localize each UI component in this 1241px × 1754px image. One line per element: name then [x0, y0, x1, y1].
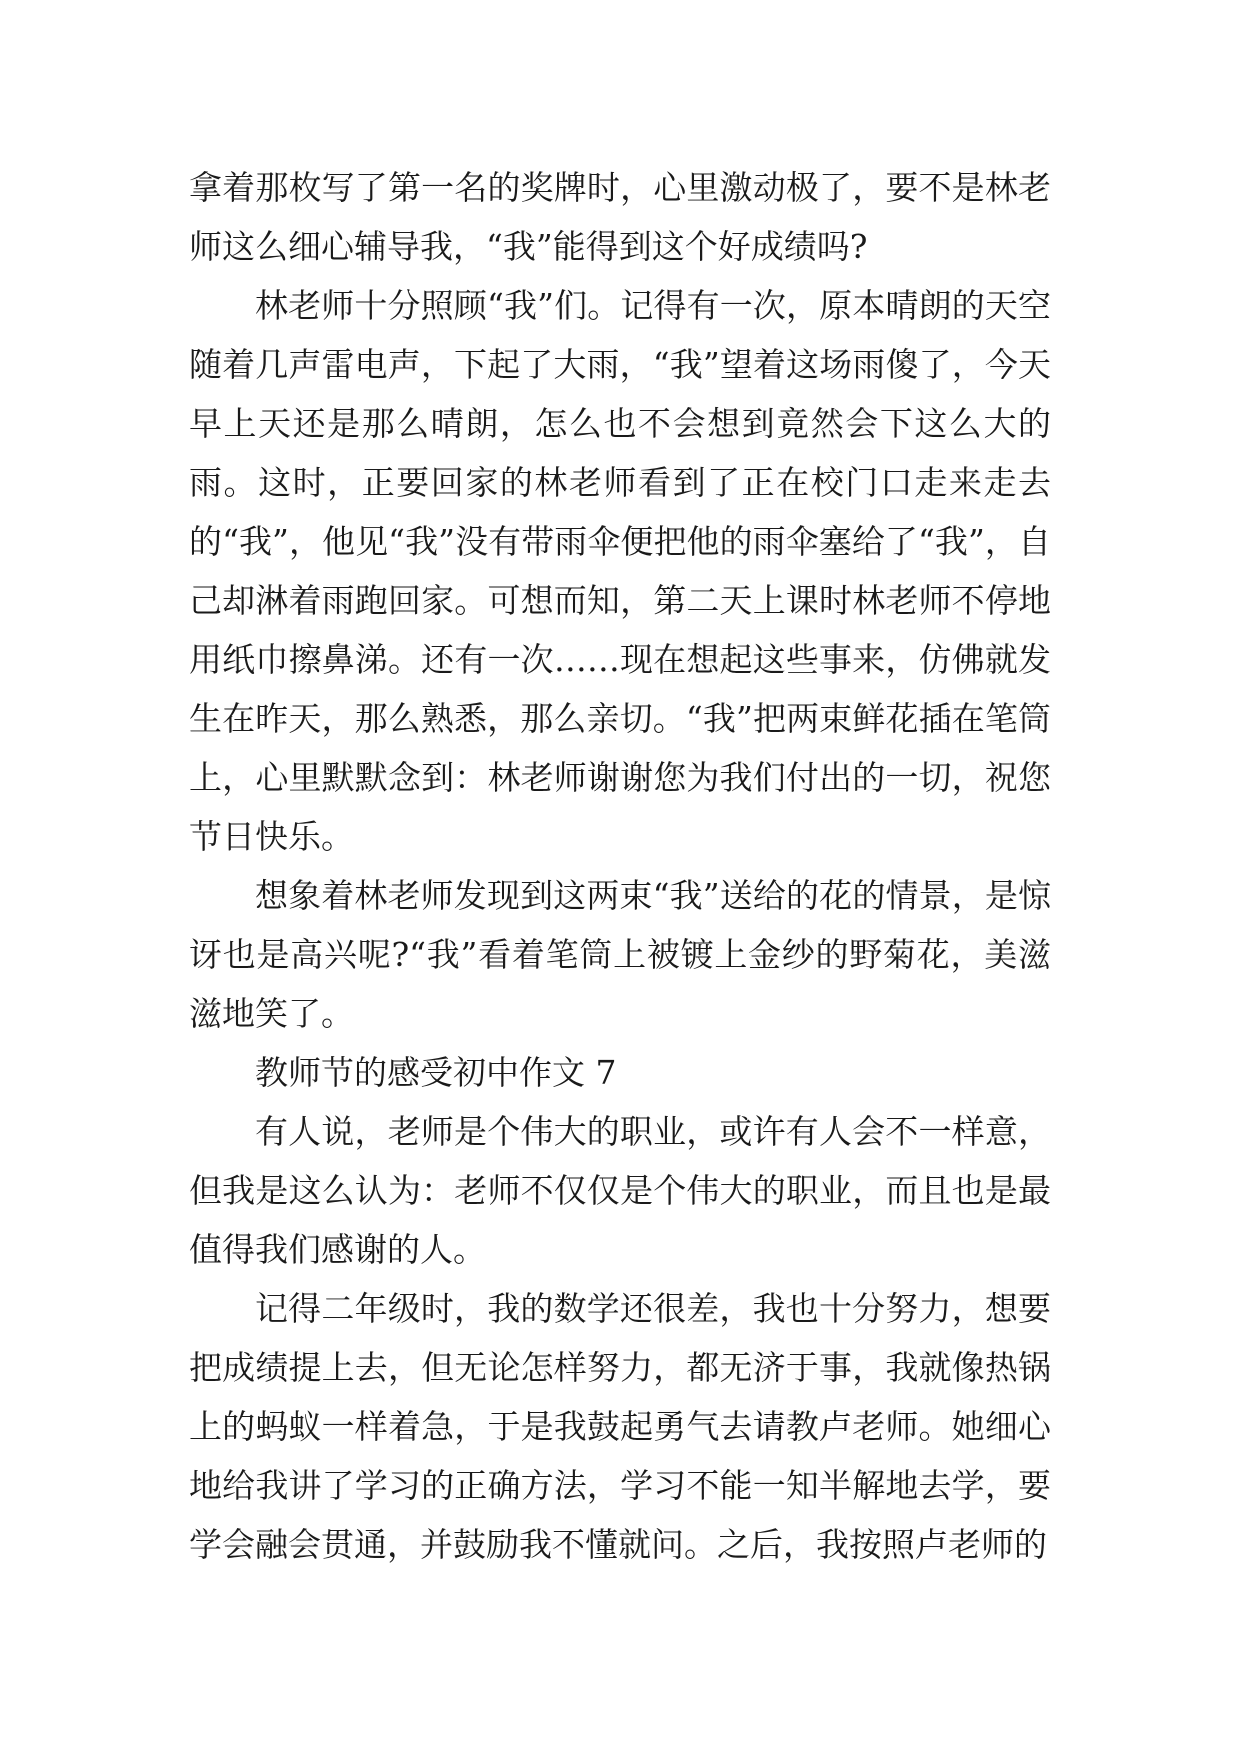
paragraph-teacher-care: 林老师十分照顾“我”们。记得有一次，原本晴朗的天空随着几声雷电声，下起了大雨，“我”望着这场雨傻了，今天早上天还是那么晴朗，怎么也不会想到竟然会下这么大的雨。这时，正要回家的林老师看到了正在校门口走来走去的“我”，他见“我”没有带雨伞便把他的雨伞塞给了“我”，自己却淋着雨跑回家。可想而知，第二天上课时林老师不停地用纸巾擦鼻涕。还有一次……现在想起这些事来，仿佛就发生在昨天，那么熟悉，那么亲切。“我”把两束鲜花插在笔筒上，心里默默念到：林老师谢谢您为我们付出的一切，祝您节日快乐。 [189, 286, 1051, 856]
section-heading: 教师节的感受初中作文 7 [255, 1053, 617, 1092]
paragraph-second-grade: 记得二年级时，我的数学还很差，我也十分努力，想要把成绩提上去，但无论怎样努力，都无济于事，我就像热锅上的蚂蚁一样着急，于是我鼓起勇气去请教卢老师。她细心地给我讲了学习的正确方法，学习不能一知半解地去学，要学会融会贯通，并鼓励我不懂就问。之后，我按照卢老师的 [189, 1289, 1051, 1564]
paragraph-imagine-flowers: 想象着林老师发现到这两束“我”送给的花的情景，是惊讶也是高兴呢?“我”看着笔筒上被镀上金纱的野菊花，美滋滋地笑了。 [189, 876, 1051, 1033]
document-body [189, 158, 1051, 1574]
paragraph-great-profession: 有人说，老师是个伟大的职业，或许有人会不一样意，但我是这么认为：老师不仅仅是个伟大的职业，而且也是最值得我们感谢的人。 [189, 1112, 1051, 1269]
paragraph-continuation: 拿着那枚写了第一名的奖牌时，心里激动极了，要不是林老师这么细心辅导我，“我”能得到这个好成绩吗? [189, 168, 1051, 266]
